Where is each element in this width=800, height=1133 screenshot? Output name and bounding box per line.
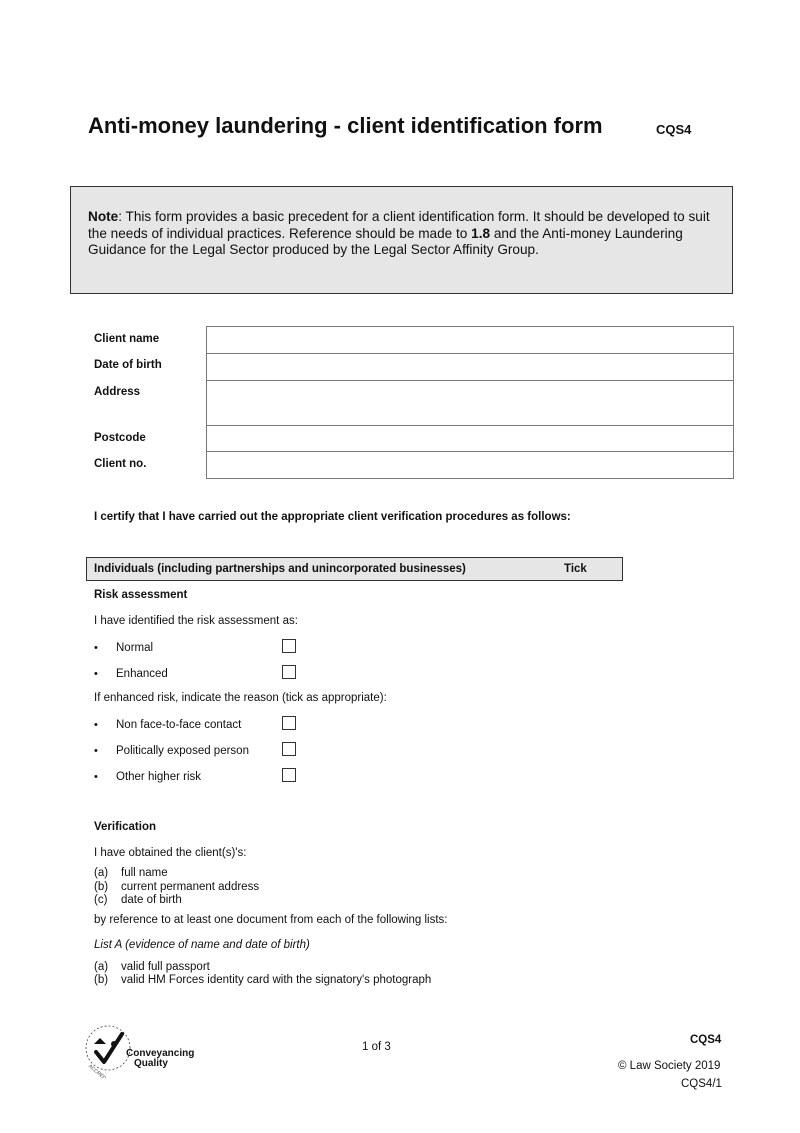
reason-other-higher-risk: Other higher risk (116, 771, 202, 783)
individuals-header-label: Individuals (including partnerships and unincorporated businesses) (94, 563, 466, 575)
postcode-label: Postcode (94, 432, 146, 444)
address-field[interactable] (206, 381, 734, 426)
reason-politically-exposed: Politically exposed person (116, 745, 249, 757)
client-no-field[interactable] (206, 452, 734, 479)
page-number: 1 of 3 (362, 1041, 391, 1053)
note-reference: 1.8 (471, 225, 491, 241)
address-label: Address (94, 386, 141, 398)
bullet: • (94, 642, 98, 654)
footer-code: CQS4 (690, 1034, 722, 1046)
non-face-to-face-checkbox[interactable] (282, 716, 296, 730)
list-a-item: valid full passport (121, 961, 210, 973)
list-marker: (c) (94, 894, 108, 906)
enhanced-checkbox[interactable] (282, 665, 296, 679)
client-name-field[interactable] (206, 326, 734, 354)
risk-option-normal: Normal (116, 642, 154, 654)
date-of-birth-label: Date of birth (94, 359, 162, 371)
certify-statement: I certify that I have carried out the appropriate client verification procedures as follows: (94, 511, 571, 523)
bullet: • (94, 668, 98, 680)
list-a-item: valid HM Forces identity card with the signatory's photograph (121, 974, 432, 986)
verification-reference: by reference to at least one document from each of the following lists: (94, 914, 448, 926)
note-label: Note (88, 209, 119, 224)
enhanced-reason-intro: If enhanced risk, indicate the reason (tick as appropriate): (94, 692, 387, 704)
logo-graphic (84, 1022, 196, 1078)
verification-item: current permanent address (121, 881, 260, 893)
list-a-title: List A (evidence of name and date of birth) (94, 939, 310, 951)
other-higher-risk-checkbox[interactable] (282, 768, 296, 782)
list-marker: (a) (94, 867, 109, 879)
normal-checkbox[interactable] (282, 639, 296, 653)
logo-seal-text: ACCREDITED (87, 1063, 116, 1078)
risk-assessment-intro: I have identified the risk assessment as: (94, 615, 298, 627)
list-marker: (b) (94, 881, 109, 893)
politically-exposed-checkbox[interactable] (282, 742, 296, 756)
logo-line-1: Conveyancing (126, 1048, 195, 1059)
form-title: Anti-money laundering - client identification form (88, 113, 603, 138)
list-marker: (b) (94, 974, 109, 986)
risk-assessment-heading: Risk assessment (94, 589, 188, 601)
bullet: • (94, 745, 98, 757)
verification-heading: Verification (94, 821, 156, 833)
conveyancing-quality-logo (84, 1022, 196, 1078)
tick-column-label: Tick (564, 563, 587, 575)
bullet: • (94, 771, 98, 783)
verification-item: full name (121, 867, 168, 879)
client-name-label: Client name (94, 333, 160, 345)
list-marker: (a) (94, 961, 109, 973)
reason-non-face-to-face: Non face-to-face contact (116, 719, 242, 731)
copyright: © Law Society 2019 (618, 1060, 721, 1072)
risk-option-enhanced: Enhanced (116, 668, 168, 680)
note-text-b: and the Anti-money Laundering Guidance for the Legal Sector produced by the Legal Sector Affinity Group. (88, 225, 683, 257)
note-text-a: : This form provides a basic precedent for a client identification form. It should be developed to suit the needs of individual practices. Reference should be made to (88, 209, 710, 241)
form-code: CQS4 (656, 122, 692, 137)
footer-reference: CQS4/1 (681, 1078, 722, 1090)
verification-intro: I have obtained the client(s)'s: (94, 847, 247, 859)
postcode-field[interactable] (206, 426, 734, 452)
individuals-header (86, 557, 623, 581)
verification-item: date of birth (121, 894, 182, 906)
note-box (70, 186, 733, 294)
logo-line-2: Quality (134, 1058, 168, 1069)
client-no-label: Client no. (94, 458, 147, 470)
date-of-birth-field[interactable] (206, 354, 734, 381)
bullet: • (94, 719, 98, 731)
